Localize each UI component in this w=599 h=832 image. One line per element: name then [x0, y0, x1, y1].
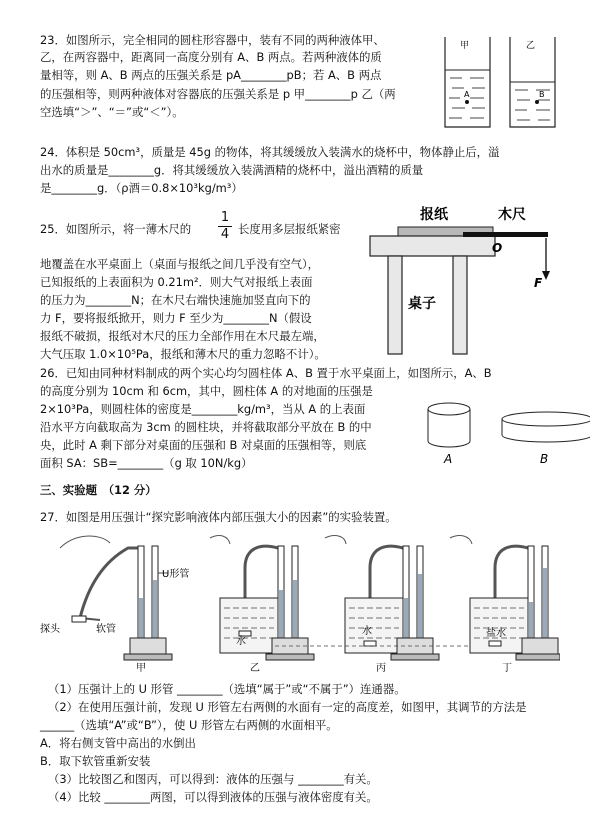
q27-figure-apparatus: [40, 528, 560, 673]
section-3-heading: 三、实验题 （12 分）: [40, 483, 157, 497]
q27-setup-jia: [60, 536, 172, 660]
q27-sub2b: ______（选填“A”或“B”），使 U 形管左右两侧的水面相平。: [40, 718, 338, 732]
q23-line2: 乙，在两容器中，距离同一高度分别有 A、B 两点。若两种液体的质: [40, 50, 382, 64]
q23-line1: 23．如图所示，完全相同的圆柱形容器中，装有不同的两种液体甲、: [40, 33, 385, 47]
q23-label-B: B: [539, 90, 545, 99]
q25-line1a: 25．如图所示，将一薄木尺的: [40, 222, 192, 236]
q23-line4: 的压强相等，则两种液体对容器底的压强关系是 p 甲________p 乙（两: [40, 87, 396, 101]
q25-line7: 大气压取 1.0×10⁵Pa，报纸和薄木尺的重力忽略不计）。: [40, 347, 326, 361]
q27-caption-yi: 乙: [250, 663, 260, 673]
q25-label-table: 桌子: [408, 296, 436, 312]
q27-label-hose: 软管: [96, 624, 116, 635]
q27-sub3: （3）比较图乙和图丙，可以得到：液体的压强与 ________有关。: [48, 772, 378, 786]
q23-figure-containers: [440, 32, 560, 132]
q24-line2: 出水的质量是________g．将其缓缓放入装满酒精的烧杯中，溢出酒精的质量: [40, 163, 424, 177]
q23-line5: 空选填“＞”、“＝”或“＜”）。: [40, 105, 184, 119]
q27-sub1: （1）压强计上的 U 形管 ________（选填“属于”或“不属于”）连通器。: [48, 682, 406, 696]
q23-line3: 量相等，则 A、B 两点的压强关系是 pA________pB；若 A、B 两点: [40, 68, 382, 82]
q25-frac-num: 1: [218, 210, 232, 227]
q27-label-water2: 水: [362, 626, 372, 637]
q26-line2: 的高度分别为 10cm 和 6cm，其中，圆柱体 A 的对地面的压强是: [40, 384, 373, 398]
q27-label-utube: U形管: [162, 569, 190, 580]
q25-line4: 的压力为________N；在木尺右端快速施加竖直向下的: [40, 293, 311, 307]
q25-line2: 地覆盖在水平桌面上（桌面与报纸之间几乎没有空气），: [40, 257, 320, 271]
q27-setup-yi: [210, 536, 314, 660]
q26-line3: 2×10³Pa，则圆柱体的密度是________kg/m³，当从 A 的上表面: [40, 402, 366, 416]
q25-line6: 报纸不破损，报纸对木尺的压力全部作用在木尺最左端，: [40, 329, 325, 343]
q25-line1b: 长度用多层报纸紧密: [238, 222, 341, 236]
q25-line3: 已知报纸的上表面积为 0.21m²．则大气对报纸上表面: [40, 275, 313, 289]
q27-caption-bing: 丙: [376, 663, 386, 673]
q25-label-F: F: [534, 276, 543, 290]
q27-label-brine: 盐水: [486, 628, 506, 639]
q27-sub2a: （2）在使用压强计前，发现 U 形管左右两侧的水面有一定的高度差，如图甲，其调节的方法是: [48, 700, 527, 714]
q25-line5: 力 F，要将报纸掀开，则力 F 至少为________N（假设: [40, 311, 312, 325]
q23-label-jia: 甲: [460, 41, 470, 51]
q27-caption-ding: 丁: [502, 663, 512, 673]
q27-setup-bing: [325, 536, 439, 660]
q26-label-A: A: [444, 452, 453, 466]
q26-line5: 央，此时 A 剩下部分对桌面的压强和 B 对桌面的压强相等，则底: [40, 438, 367, 452]
q27-sub4: （4）比较 ________两图，可以得到液体的压强与液体密度有关。: [48, 790, 378, 804]
q27-option-a: A．将右侧支管中高出的水倒出: [40, 736, 196, 750]
q24-line3: 是________g．（ρ酒＝0.8×10³kg/m³）: [40, 181, 243, 195]
q27-option-b: B．取下软管重新安装: [40, 754, 151, 768]
q25-figure-table: [368, 205, 558, 357]
q26-label-B: B: [540, 452, 549, 466]
q27-label-water1: 水: [236, 636, 246, 647]
q27-label-probe: 探头: [40, 624, 60, 635]
q27-setup-ding: [450, 536, 560, 660]
q25-label-O: O: [492, 241, 503, 255]
q26-line6: 面积 SA：SB=________（g 取 10N/kg）: [40, 456, 253, 470]
q23-label-A: A: [464, 90, 470, 99]
q25-frac-den: 4: [220, 227, 230, 242]
q25-label-ruler: 木尺: [498, 207, 526, 223]
q27-intro: 27．如图是用压强计“探究影响液体内部压强大小的因素”的实验装置。: [40, 510, 397, 524]
q25-fraction: [218, 210, 232, 243]
q27-caption-jia: 甲: [136, 663, 146, 673]
q23-label-yi: 乙: [526, 41, 536, 51]
q26-figure-cylinders: [420, 395, 590, 470]
q24-line1: 24．体积是 50cm³，质量是 45g 的物体，将其缓缓放入装满水的烧杯中，物体静止后，溢: [40, 145, 500, 159]
q26-line4: 沿水平方向截取高为 3cm 的圆柱块，并将截取部分平放在 B 的中: [40, 420, 372, 434]
q25-label-newspaper: 报纸: [420, 207, 448, 223]
q26-line1: 26．已知由同种材料制成的两个实心均匀圆柱体 A、B 置于水平桌面上，如图所示，A、B: [40, 366, 492, 380]
